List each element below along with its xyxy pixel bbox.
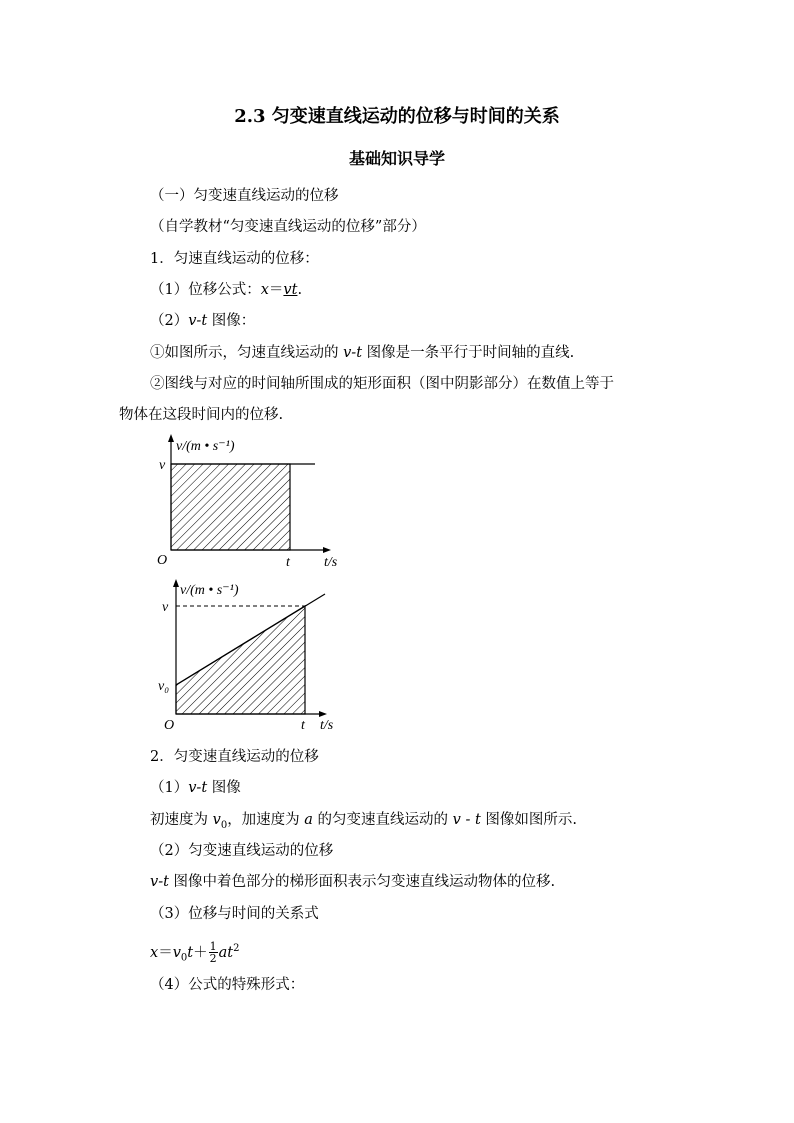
formula-x: x [260,282,269,298]
eq-exponent: 2 [233,943,240,954]
point-1-text-a: 如图所示，匀速直线运动的 [164,345,344,361]
y-axis-arrow-icon [173,579,179,587]
body-v-sub: 0 [220,819,228,831]
point-2-text: 图线与对应的时间轴所围成的矩形面积（图中阴影部分）在数值上等于 [164,376,614,392]
displacement-time-equation [150,936,239,972]
shaded-rectangle-area [171,464,290,550]
body-v: v [212,812,221,828]
circled-two: ② [150,376,165,392]
item2-sub1-body [150,810,577,836]
y-axis-arrow-icon [168,434,174,442]
vt-graph-label: v-t [188,313,208,329]
formula-vt: vt [283,282,298,298]
item2-sub2-body [150,872,555,892]
formula-eq: ＝ [268,282,284,298]
item2-sub3: （3）位移与时间的关系式 [150,906,319,922]
v-tick-label: v [159,458,166,473]
formula-prefix: （1）位移公式： [150,282,261,298]
x-axis-label: t/s [320,718,334,733]
body-vt: v - t [452,812,481,828]
formula-end: . [297,282,303,298]
t-tick-label: t [301,718,305,733]
origin-label: O [164,718,175,733]
sub1-vt: v-t [188,780,208,796]
eq-t: t [187,944,194,961]
section-heading: （一）匀变速直线运动的位移 [150,188,339,204]
v-tick-label: v [162,600,169,615]
shaded-trapezoid-area [176,606,305,714]
accelerated-motion-vt-graph [150,576,370,734]
sub1-suffix: 图像 [207,780,241,796]
eq-fraction [209,941,218,964]
vt-graph-suffix: 图像： [207,313,256,329]
body-text-a: 初速度为 [150,812,213,828]
sub2-body-text: 图像中着色部分的梯形面积表示匀变速直线运动物体的位移. [168,874,556,890]
item2-sub2: （2）匀变速直线运动的位移 [150,843,334,859]
item1-heading: 1．匀速直线运动的位移： [150,251,319,267]
eq-fraction-num: 1 [209,940,217,954]
body-text-d: 图像如图所示. [480,812,578,828]
y-axis-label: v/(m • s⁻¹) [176,439,235,454]
point-1-text-b: 图像是一条平行于时间轴的直线. [362,345,575,361]
body-text-c: 的匀变速直线运动的 [312,812,453,828]
eq-v-sub: 0 [180,952,188,964]
eq-equals: ＝ [158,944,173,961]
origin-label: O [157,553,168,568]
sub1-prefix: （1） [150,780,189,796]
x-axis-arrow-icon [319,711,327,717]
point-1-vt: v-t [343,345,363,361]
vt-graph-heading [150,311,255,331]
point-1 [150,343,574,363]
section-note: （自学教材“匀变速直线运动的位移”部分） [150,219,426,235]
displacement-formula-line [150,280,302,300]
section-subtitle: 基础知识导学 [348,149,445,168]
t-tick-label: t [286,555,290,570]
item2-heading: 2．匀变速直线运动的位移 [150,749,319,765]
x-axis-label: t/s [324,555,338,570]
y-axis-label: v/(m • s⁻¹) [180,583,239,598]
body-text-b: ，加速度为 [227,812,305,828]
sub2-vt: v-t [150,874,169,890]
page-title: 2.3 匀变速直线运动的位移与时间的关系 [234,106,560,127]
v0-tick-label: v₀ [158,679,170,694]
circled-one: ① [150,345,165,361]
eq-fraction-den: 2 [209,952,217,966]
eq-v: v [172,944,181,961]
vt-graph-prefix: （2） [150,313,189,329]
item2-sub1 [150,778,241,798]
eq-at: at [218,944,234,961]
x-axis-arrow-icon [323,547,331,553]
point-2-line2: 物体在这段时间内的位移. [119,407,284,423]
point-2-line1 [150,374,614,394]
eq-x: x [150,944,159,961]
eq-plus: ＋ [193,944,208,961]
uniform-motion-vt-graph [150,432,370,574]
item2-sub4: （4）公式的特殊形式： [150,977,305,993]
body-a: a [304,812,313,828]
